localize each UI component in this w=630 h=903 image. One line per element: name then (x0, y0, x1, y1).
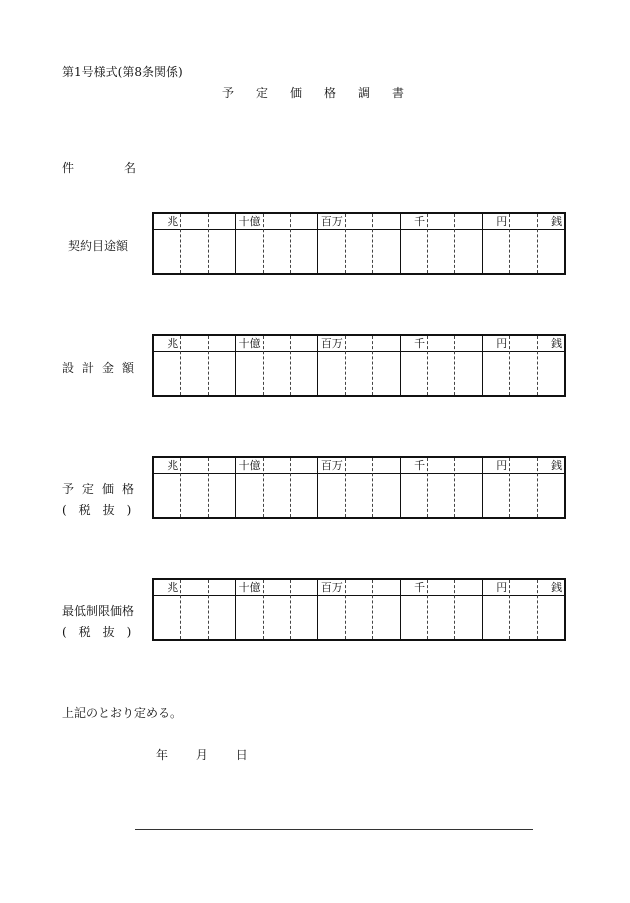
row-label-line2: (税抜) (62, 503, 144, 517)
digit-cell[interactable] (209, 336, 236, 395)
unit-label: 銭 (551, 337, 563, 350)
digit-cell[interactable] (181, 214, 208, 273)
digit-cell[interactable] (428, 336, 455, 395)
digit-cell[interactable] (291, 580, 318, 639)
unit-label: 千 (414, 459, 426, 472)
document-title: 予定価格調書 (222, 86, 427, 100)
unit-label: 兆 (167, 337, 179, 350)
date-year: 年 (156, 748, 169, 762)
form-number: 第1号様式(第8条関係) (62, 65, 183, 79)
digit-cell[interactable] (455, 458, 482, 517)
digit-cell[interactable] (264, 458, 291, 517)
digit-cell[interactable] (318, 580, 345, 639)
unit-label: 千 (414, 337, 426, 350)
digit-cell[interactable] (291, 336, 318, 395)
unit-label: 円 (496, 581, 508, 594)
digit-cell[interactable] (428, 458, 455, 517)
unit-label: 銭 (551, 581, 563, 594)
digit-cell[interactable] (428, 214, 455, 273)
digit-cell[interactable] (264, 214, 291, 273)
decision-note: 上記のとおり定める。 (62, 706, 183, 720)
digit-cell[interactable] (181, 458, 208, 517)
digit-cell[interactable] (291, 214, 318, 273)
unit-label: 千 (414, 215, 426, 228)
unit-label: 兆 (167, 215, 179, 228)
digit-cell[interactable] (181, 336, 208, 395)
digit-cell[interactable] (318, 214, 345, 273)
digit-cell[interactable] (346, 336, 373, 395)
digit-cell[interactable] (455, 214, 482, 273)
digit-cell[interactable] (291, 458, 318, 517)
digit-cell[interactable] (154, 214, 181, 273)
digit-cell[interactable] (264, 580, 291, 639)
digit-cell[interactable] (209, 580, 236, 639)
digit-cell[interactable] (455, 336, 482, 395)
digit-cell[interactable] (510, 458, 537, 517)
digit-cell[interactable] (483, 336, 510, 395)
digit-cell[interactable] (455, 580, 482, 639)
row-label-line1: 予定価格 (62, 482, 143, 496)
digit-cell[interactable] (154, 336, 181, 395)
date-month: 月 (195, 748, 208, 762)
digit-cell[interactable] (181, 580, 208, 639)
digit-cell[interactable] (401, 580, 428, 639)
row-label-planned (62, 479, 143, 521)
digit-cell[interactable] (510, 580, 537, 639)
unit-label: 円 (496, 459, 508, 472)
unit-label: 百万 (320, 337, 343, 350)
digit-cell[interactable] (154, 458, 181, 517)
row-label-contract (68, 236, 128, 257)
unit-label: 円 (496, 215, 508, 228)
unit-label: 百万 (320, 459, 343, 472)
unit-label: 十億 (238, 581, 261, 594)
digit-cell[interactable] (236, 214, 263, 273)
amount-box-design[interactable] (152, 334, 566, 397)
digit-cell[interactable] (401, 214, 428, 273)
row-label-minimum (62, 601, 143, 643)
row-label-line1: 設計金額 (62, 361, 143, 375)
digit-cell[interactable] (346, 214, 373, 273)
digit-cell[interactable] (373, 580, 400, 639)
digit-cell[interactable] (346, 458, 373, 517)
digit-cell[interactable] (236, 458, 263, 517)
digit-cell[interactable] (346, 580, 373, 639)
unit-label: 十億 (238, 459, 261, 472)
subject-label: 件名 (62, 161, 187, 175)
digit-cell[interactable] (510, 214, 537, 273)
digit-cell[interactable] (401, 458, 428, 517)
digit-cell[interactable] (209, 458, 236, 517)
unit-label: 千 (414, 581, 426, 594)
digit-cell[interactable] (483, 580, 510, 639)
digit-cell[interactable] (538, 214, 564, 273)
signature-line (135, 829, 533, 830)
digit-cell[interactable] (538, 458, 564, 517)
digit-cell[interactable] (401, 336, 428, 395)
digit-cell[interactable] (510, 336, 537, 395)
row-label-design (62, 358, 142, 379)
digit-cell[interactable] (538, 580, 564, 639)
unit-label: 百万 (320, 581, 343, 594)
digit-cell[interactable] (264, 336, 291, 395)
amount-box-planned[interactable] (152, 456, 566, 519)
digit-cell[interactable] (373, 214, 400, 273)
unit-label: 兆 (167, 581, 179, 594)
date-day: 日 (235, 748, 248, 762)
digit-cell[interactable] (428, 580, 455, 639)
digit-cell[interactable] (236, 580, 263, 639)
row-label-line1: 契約目途額 (68, 239, 129, 253)
unit-label: 百万 (320, 215, 343, 228)
row-label-line2: (税抜) (62, 625, 144, 639)
digit-cell[interactable] (483, 214, 510, 273)
digit-cell[interactable] (318, 458, 345, 517)
unit-label: 十億 (238, 215, 261, 228)
amount-box-contract[interactable] (152, 212, 566, 275)
digit-cell[interactable] (483, 458, 510, 517)
digit-cell[interactable] (318, 336, 345, 395)
unit-label: 銭 (551, 215, 563, 228)
unit-label: 銭 (551, 459, 563, 472)
digit-cell[interactable] (236, 336, 263, 395)
digit-cell[interactable] (373, 336, 400, 395)
unit-label: 十億 (238, 337, 261, 350)
digit-cell[interactable] (538, 336, 564, 395)
digit-cell[interactable] (373, 458, 400, 517)
unit-label: 兆 (167, 459, 179, 472)
unit-label: 円 (496, 337, 508, 350)
amount-box-minimum[interactable] (152, 578, 566, 641)
date-line (156, 746, 272, 763)
digit-cell[interactable] (154, 580, 181, 639)
digit-cell[interactable] (209, 214, 236, 273)
row-label-line1: 最低制限価格 (62, 604, 135, 618)
